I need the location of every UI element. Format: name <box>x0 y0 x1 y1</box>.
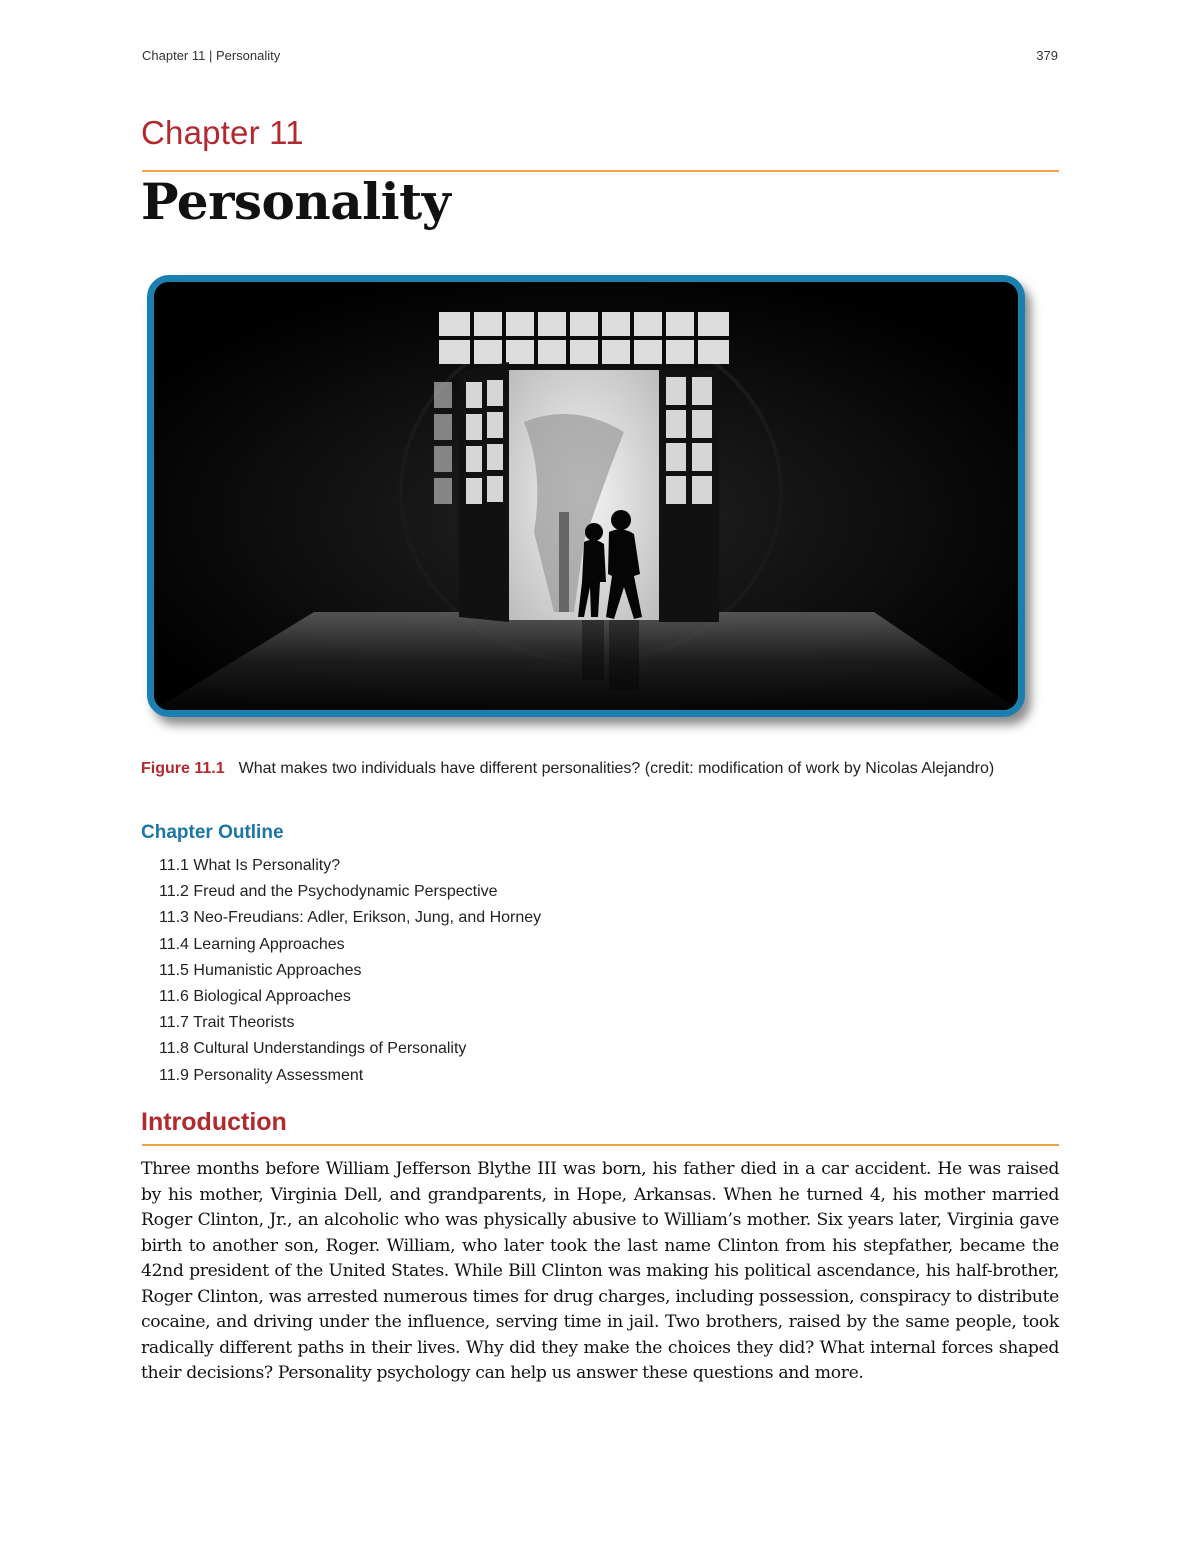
figure-caption-text: What makes two individuals have different personalities? (credit: modification of work by Nicolas Alejandro) <box>238 760 995 777</box>
chapter-label: Chapter 11 <box>141 114 304 151</box>
silhouette-doorway-image <box>154 282 1018 710</box>
running-title: Chapter 11 | Personality <box>142 48 281 63</box>
outline-item[interactable]: 11.1 What Is Personality? <box>159 857 341 874</box>
introduction-heading: Introduction <box>141 1108 287 1136</box>
introduction-paragraph: Three months before William Jefferson Blythe III was born, his father died in a car accident. He was raised by his mother, Virginia Dell, and grandparents, in Hope, Arkansas. When he turned 4, his mother married Roger Clinton, Jr., an alcoholic who was physically abusive to William’s mother. Six years later, Virginia gave birth to another son, Roger. William, who later took the last name Clinton from his stepfather, became the 42nd president of the United States. While Bill Clinton was making his political ascendance, his half-brother, Roger Clinton, was arrested numerous times for drug charges, including possession, conspiracy to distribute cocaine, and driving under the influence, serving time in jail. Two brothers, raised by the same people, took radically different paths in their lives. Why did they make the choices they did? What internal forces shaped their decisions? Personality psychology can help us answer these questions and more. <box>141 1159 1059 1383</box>
page-number: 379 <box>1036 48 1058 63</box>
outline-item[interactable]: 11.3 Neo-Freudians: Adler, Erikson, Jung, and Horney <box>159 909 542 927</box>
chapter-title: Personality <box>141 172 451 231</box>
figure-number: Figure 11.1 <box>141 760 225 777</box>
outline-item[interactable]: 11.4 Learning Approaches <box>159 935 345 953</box>
chapter-outline-list <box>159 853 541 1089</box>
outline-item[interactable]: 11.8 Cultural Understandings of Personality <box>159 1040 467 1058</box>
chapter-outline-heading: Chapter Outline <box>141 822 284 843</box>
outline-item[interactable]: 11.7 Trait Theorists <box>159 1014 295 1032</box>
outline-item[interactable]: 11.2 Freud and the Psychodynamic Perspective <box>159 883 498 901</box>
divider-rule <box>142 1144 1059 1146</box>
figure-caption <box>141 758 1021 779</box>
outline-item[interactable]: 11.5 Humanistic Approaches <box>159 961 362 979</box>
outline-item[interactable]: 11.6 Biological Approaches <box>159 988 351 1006</box>
running-header <box>142 48 1058 63</box>
outline-item[interactable]: 11.9 Personality Assessment <box>159 1066 364 1084</box>
chapter-opening-photo <box>147 275 1025 717</box>
